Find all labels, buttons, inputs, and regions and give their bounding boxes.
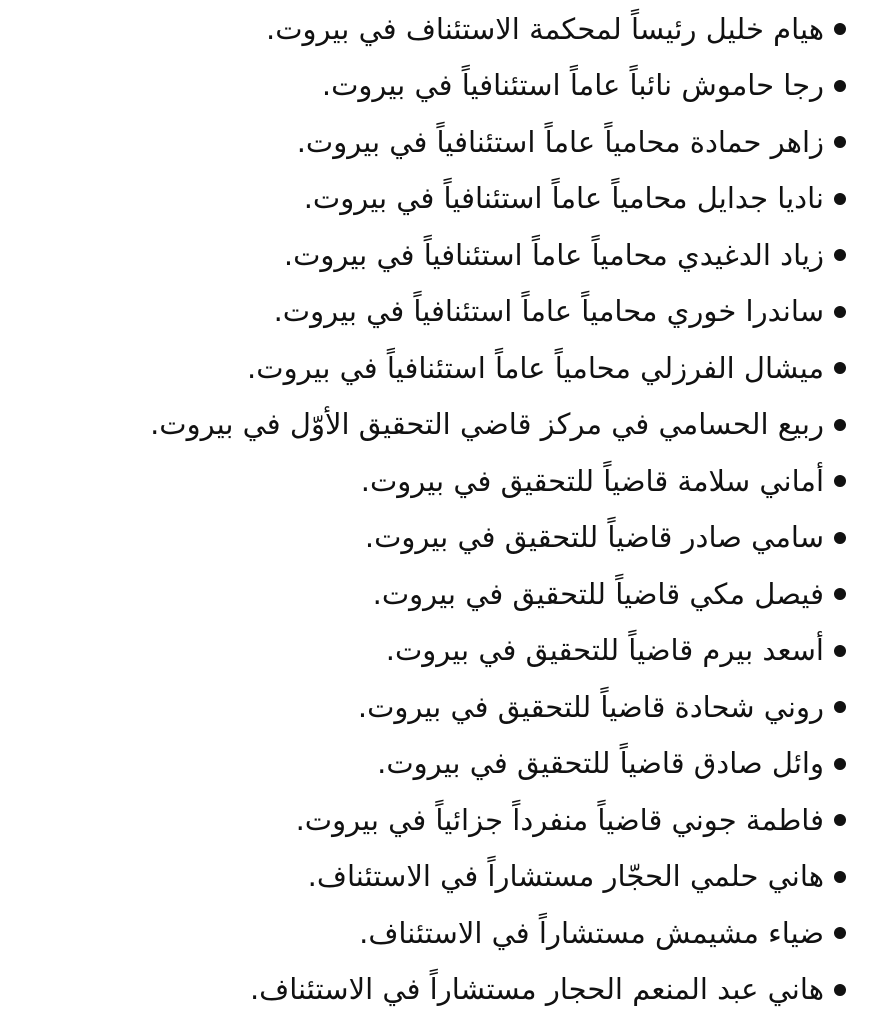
bullet-icon [834,80,846,92]
list-item [8,962,846,1019]
bullet-icon [834,23,846,35]
bullet-icon [834,814,846,826]
list-item [8,227,846,284]
bullet-icon [834,306,846,318]
list-item-text: فاطمة جوني قاضياً منفرداً جزائياً في بيروت. [295,802,824,837]
list-item-text: ناديا جدايل محامياً عاماً استئنافياً في بيروت. [303,181,824,216]
bullet-icon [834,984,846,996]
list-item [8,792,846,849]
list-item [8,397,846,454]
list-item-text: وائل صادق قاضياً للتحقيق في بيروت. [377,746,824,781]
list-item [8,679,846,736]
list-item [8,171,846,228]
list-item [8,736,846,793]
list-item-text: هاني عبد المنعم الحجار مستشاراً في الاستئناف. [249,972,824,1007]
list-item-text: ساندرا خوري محامياً عاماً استئنافياً في بيروت. [273,294,824,329]
list-item-text: فيصل مكي قاضياً للتحقيق في بيروت. [372,576,824,611]
bullet-icon [834,362,846,374]
bullet-icon [834,588,846,600]
bullet-icon [834,532,846,544]
bullet-icon [834,645,846,657]
list-item-text: زياد الدغيدي محامياً عاماً استئنافياً في بيروت. [283,237,824,272]
list-item [8,849,846,906]
list-item-text: ربيع الحسامي في مركز قاضي التحقيق الأوّل في بيروت. [150,407,824,442]
appointments-list [8,1,846,1018]
list-item-text: زاهر حمادة محامياً عاماً استئنافياً في بيروت. [296,124,824,159]
bullet-icon [834,701,846,713]
bullet-icon [834,871,846,883]
bullet-icon [834,419,846,431]
list-item [8,1,846,58]
list-item-text: أسعد بيرم قاضياً للتحقيق في بيروت. [385,633,824,668]
bullet-icon [834,193,846,205]
list-item-text: هيام خليل رئيساً لمحكمة الاستئناف في بيروت. [266,11,824,46]
list-item-text: ضياء مشيمش مستشاراً في الاستئناف. [359,915,824,950]
list-item [8,340,846,397]
bullet-icon [834,136,846,148]
list-item-text: ميشال الفرزلي محامياً عاماً استئنافياً في بيروت. [247,350,824,385]
list-item-text: هاني حلمي الحجّار مستشاراً في الاستئناف. [307,859,824,894]
list-item-text: أماني سلامة قاضياً للتحقيق في بيروت. [360,463,824,498]
bullet-icon [834,758,846,770]
list-item-text: رجا حاموش نائباً عاماً استئنافياً في بيروت. [321,68,824,103]
list-item [8,510,846,567]
bullet-icon [834,927,846,939]
list-item [8,453,846,510]
bullet-icon [834,475,846,487]
bullet-icon [834,249,846,261]
list-item [8,623,846,680]
list-item [8,905,846,962]
list-item [8,284,846,341]
list-item-text: سامي صادر قاضياً للتحقيق في بيروت. [364,520,824,555]
list-item [8,566,846,623]
list-item-text: روني شحادة قاضياً للتحقيق في بيروت. [357,689,824,724]
list-item [8,114,846,171]
list-item [8,58,846,115]
